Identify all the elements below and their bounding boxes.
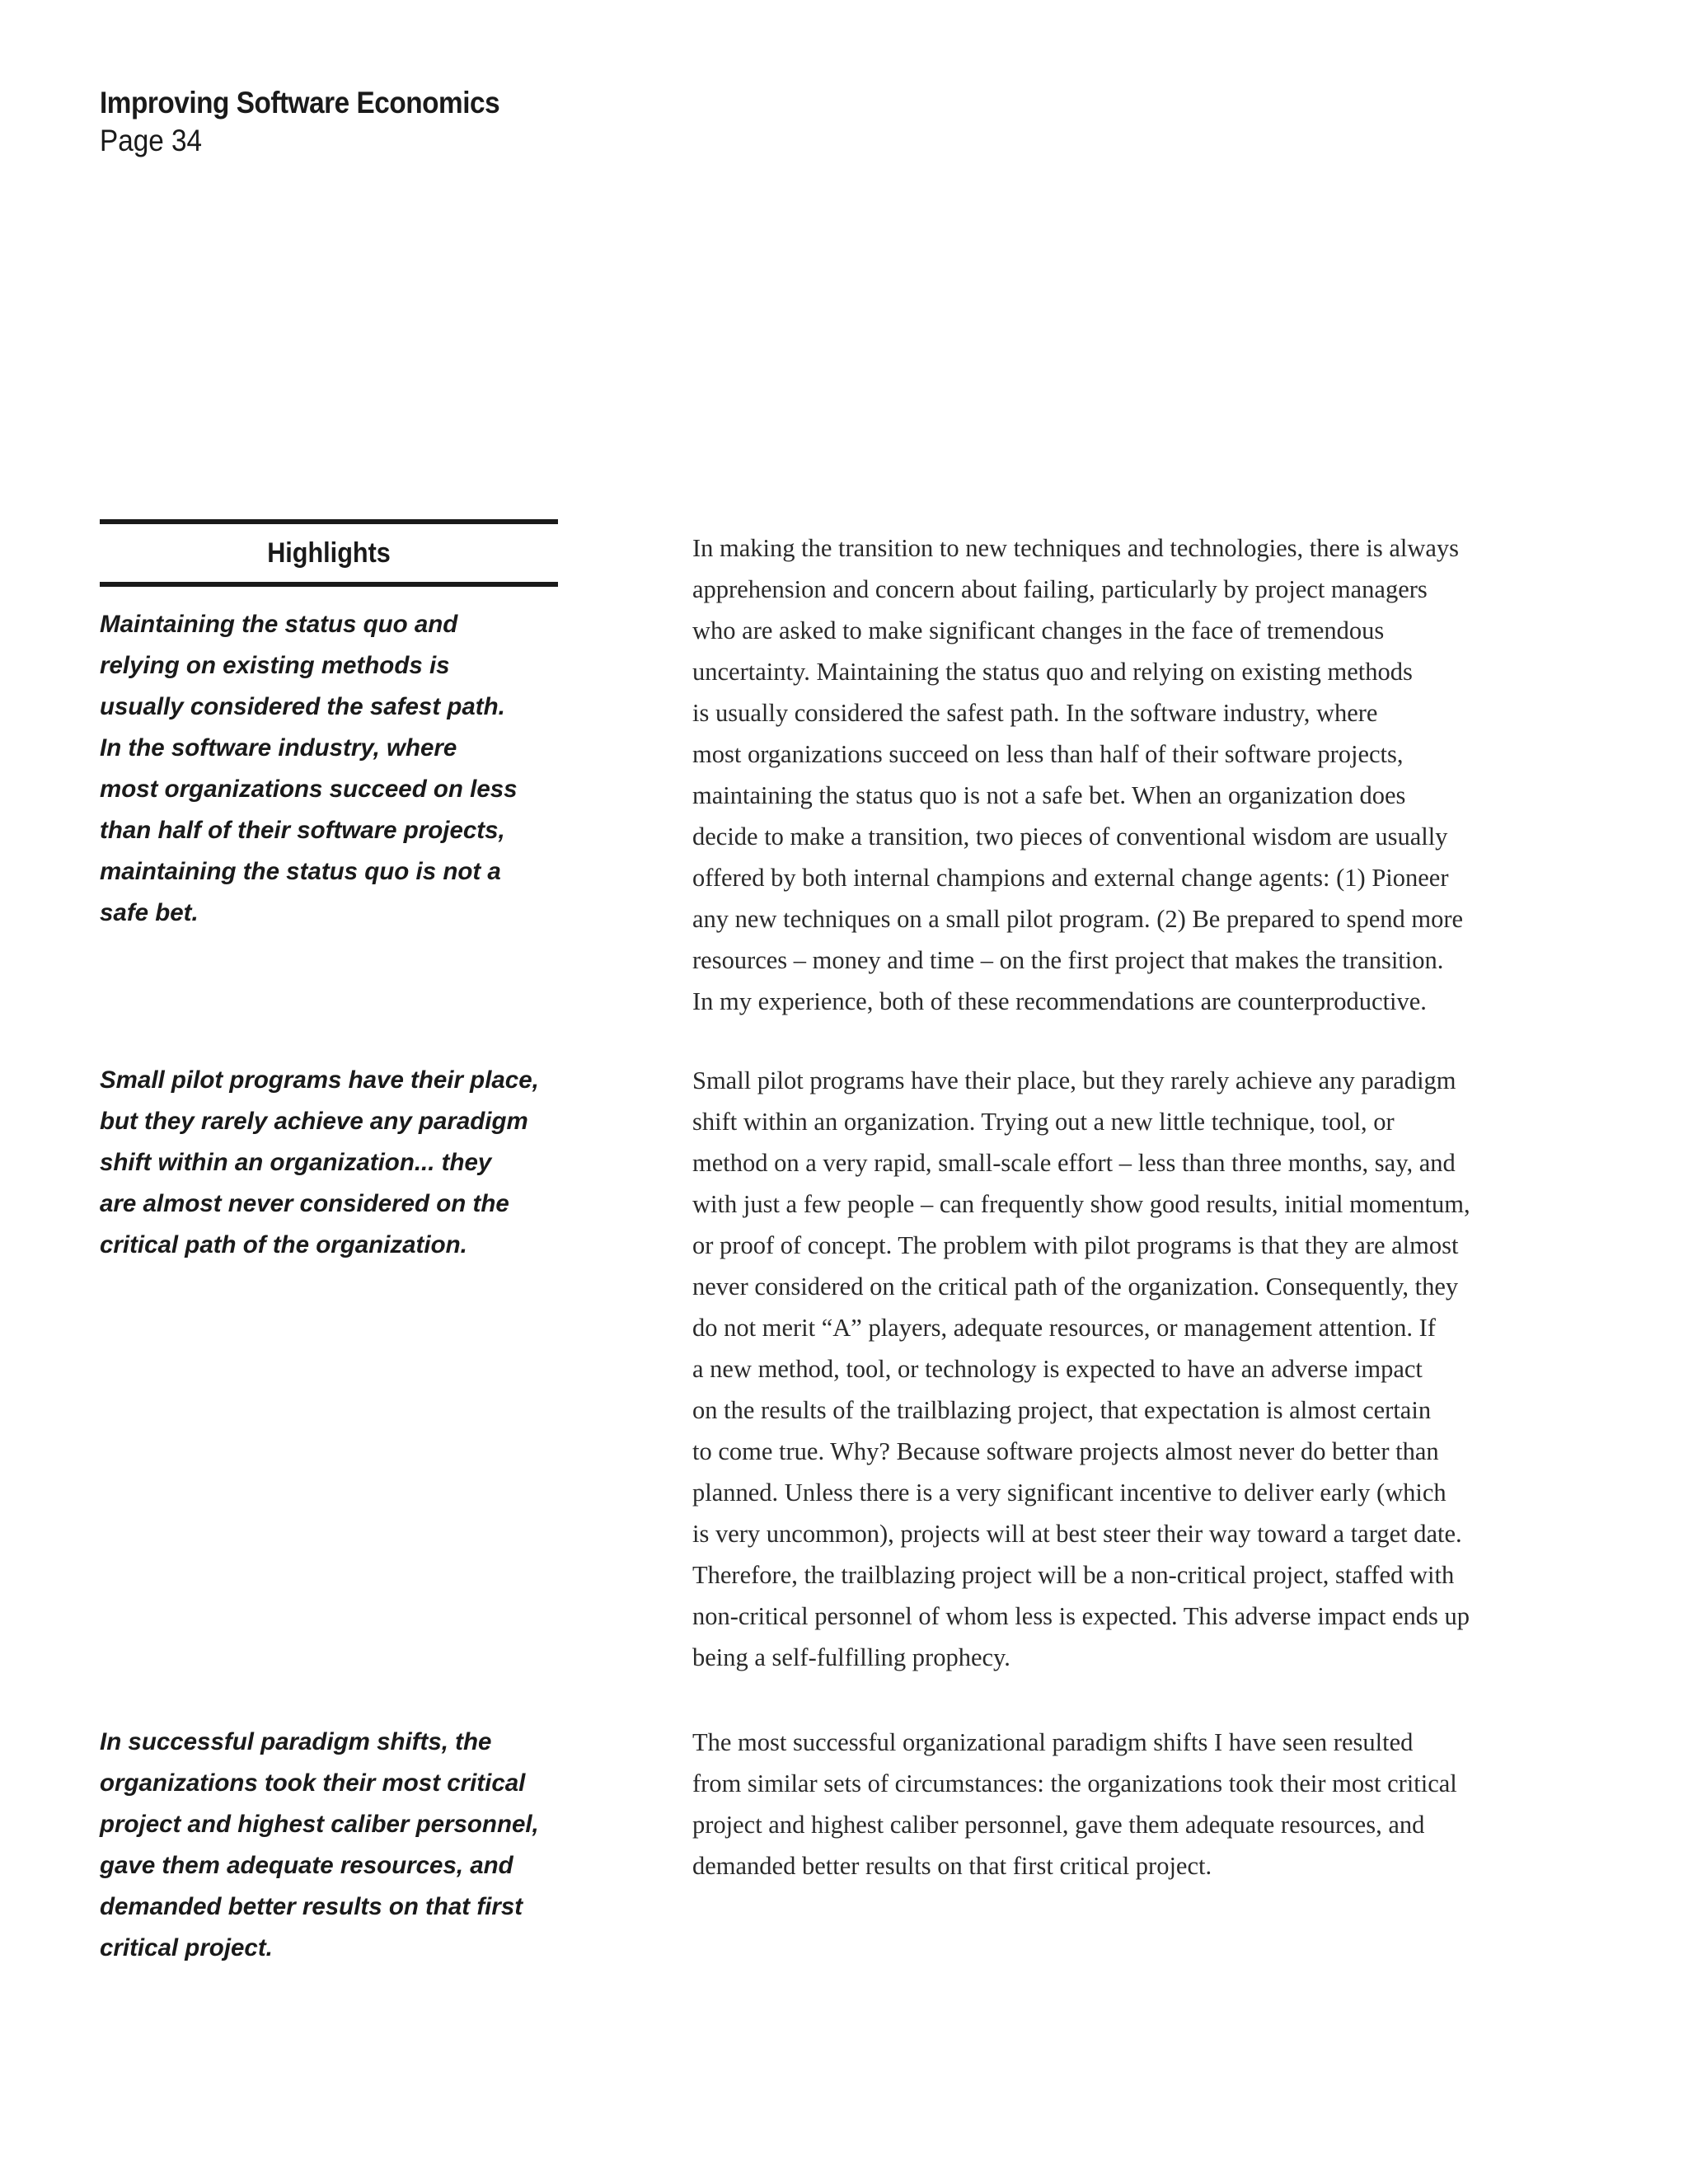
highlight-line: Small pilot programs have their place, [100, 1066, 539, 1094]
highlight-line: than half of their software projects, [100, 817, 505, 844]
body-line: uncertainty. Maintaining the status quo and relying on existing methods [692, 658, 1413, 686]
highlights-header-box [100, 519, 558, 587]
highlights-heading: Highlights [267, 537, 391, 569]
highlight-line: project and highest caliber personnel, [100, 1811, 539, 1838]
body-line: Therefore, the trailblazing project will be a non-critical project, staffed with [692, 1561, 1455, 1589]
body-line: with just a few people – can frequently show good results, initial momentum, [692, 1190, 1470, 1218]
body-line: any new techniques on a small pilot program. (2) Be prepared to spend more [692, 905, 1464, 933]
body-line: maintaining the status quo is not a safe bet. When an organization does [692, 781, 1406, 809]
highlight-line: safe bet. [100, 899, 199, 926]
document-title: Improving Software Economics [100, 86, 500, 120]
body-line: demanded better results on that first critical project. [692, 1852, 1212, 1880]
body-line: is usually considered the safest path. In the software industry, where [692, 699, 1378, 727]
highlight-line: In the software industry, where [100, 734, 457, 762]
highlight-3 [100, 1722, 578, 1969]
body-line: In my experience, both of these recommendations are counterproductive. [692, 987, 1427, 1015]
body-paragraph-3 [692, 1722, 1599, 1886]
body-line: a new method, tool, or technology is expected to have an adverse impact [692, 1355, 1423, 1383]
body-line: offered by both internal champions and external change agents: (1) Pioneer [692, 864, 1449, 892]
highlight-line: organizations took their most critical [100, 1769, 526, 1797]
body-line: shift within an organization. Trying out a new little technique, tool, or [692, 1108, 1395, 1136]
body-line: planned. Unless there is a very significant incentive to deliver early (which [692, 1479, 1447, 1507]
body-line: is very uncommon), projects will at best steer their way toward a target date. [692, 1520, 1462, 1548]
highlight-line: demanded better results on that first [100, 1893, 523, 1920]
body-line: Small pilot programs have their place, but they rarely achieve any paradigm [692, 1066, 1456, 1094]
highlight-line: but they rarely achieve any paradigm [100, 1108, 528, 1135]
body-line: project and highest caliber personnel, gave them adequate resources, and [692, 1811, 1425, 1839]
body-line: method on a very rapid, small-scale effort – less than three months, say, and [692, 1149, 1456, 1177]
body-line: from similar sets of circumstances: the organizations took their most critical [692, 1769, 1457, 1797]
body-line: apprehension and concern about failing, particularly by project managers [692, 575, 1428, 603]
body-line: resources – money and time – on the first project that makes the transition. [692, 946, 1444, 974]
body-paragraph-2 [692, 1060, 1599, 1678]
highlight-line: Maintaining the status quo and [100, 611, 458, 638]
highlight-line: gave them adequate resources, and [100, 1852, 513, 1879]
body-line: or proof of concept. The problem with pilot programs is that they are almost [692, 1231, 1459, 1259]
body-line: The most successful organizational paradigm shifts I have seen resulted [692, 1728, 1414, 1756]
body-line: on the results of the trailblazing project, that expectation is almost certain [692, 1396, 1432, 1424]
highlight-1 [100, 604, 578, 934]
body-line: In making the transition to new techniques and technologies, there is always [692, 534, 1460, 562]
body-line: decide to make a transition, two pieces of conventional wisdom are usually [692, 823, 1448, 851]
highlight-line: usually considered the safest path. [100, 693, 505, 720]
body-line: most organizations succeed on less than half of their software projects, [692, 740, 1404, 768]
body-paragraph-1 [692, 527, 1599, 1022]
body-line: do not merit “A” players, adequate resources, or management attention. If [692, 1314, 1436, 1342]
body-line: non-critical personnel of whom less is expected. This adverse impact ends up [692, 1602, 1470, 1630]
highlight-line: maintaining the status quo is not a [100, 858, 501, 885]
highlight-line: In successful paradigm shifts, the [100, 1728, 492, 1755]
body-line: who are asked to make significant changes in the face of tremendous [692, 616, 1385, 644]
page-number: Page 34 [100, 124, 203, 157]
body-line: to come true. Why? Because software projects almost never do better than [692, 1437, 1439, 1465]
highlight-line: relying on existing methods is [100, 652, 450, 679]
highlight-line: critical project. [100, 1934, 273, 1961]
highlight-2 [100, 1060, 578, 1266]
body-line: being a self-fulfilling prophecy. [692, 1643, 1010, 1671]
page-header [100, 84, 544, 160]
highlight-line: shift within an organization... they [100, 1149, 492, 1176]
highlight-line: most organizations succeed on less [100, 776, 518, 803]
body-line: never considered on the critical path of the organization. Consequently, they [692, 1272, 1459, 1301]
highlight-line: critical path of the organization. [100, 1231, 467, 1258]
highlight-line: are almost never considered on the [100, 1190, 509, 1217]
